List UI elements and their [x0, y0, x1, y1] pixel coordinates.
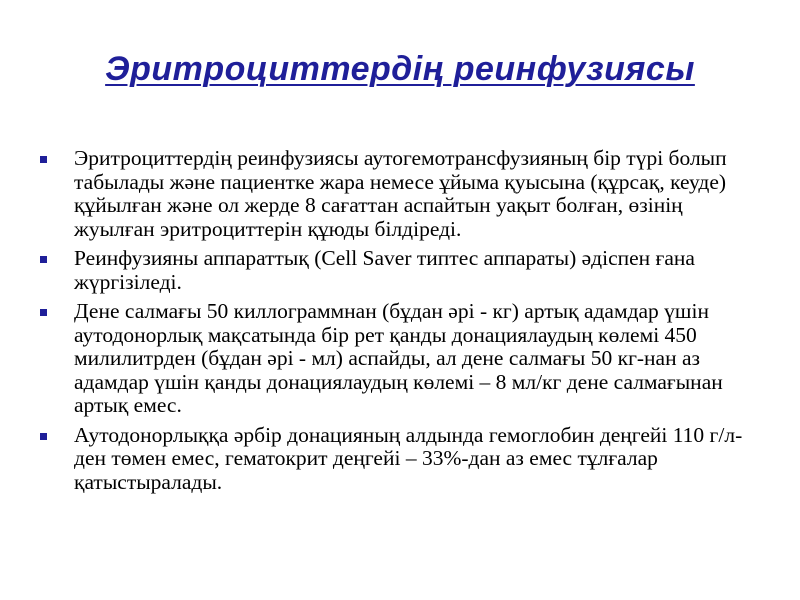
square-bullet-icon — [40, 156, 47, 163]
bullet-text: Эритроциттердің реинфузиясы аутогемотрансфузияның бір түрі болып табылады және пациентке жара немесе ұйыма қуысына (құрсақ, кеуде) құйылған және ол жерде 8 сағаттан аспайтын уақыт болған, өзінің жуылған эритроциттерін құюды білдіреді. — [74, 146, 727, 241]
bullet-item — [32, 147, 762, 241]
bullet-list — [32, 147, 762, 500]
bullet-text: Аутодонорлыққа әрбір донацияның алдында гемоглобин деңгейі 110 г/л-ден төмен емес, гематокрит деңгейі – 33%-дан аз емес тұлғалар қатыстыралады. — [74, 422, 743, 494]
bullet-text: Дене салмағы 50 киллограммнан (бұдан әрі - кг) артық адамдар үшін аутодонорлық мақсатында бір рет қанды донациялаудың көлемі 450 милилитрден (бұдан әрі - мл) аспайды, ал дене салмағы 50 кг-нан аз адамдар үшін қанды донациялаудың көлемі – 8 мл/кг дене салмағынан артық емес. — [74, 299, 723, 417]
square-bullet-icon — [40, 433, 47, 440]
slide-title: Эритроциттердің реинфузиясы — [105, 50, 695, 88]
square-bullet-icon — [40, 309, 47, 316]
bullet-item — [32, 300, 762, 418]
bullet-item — [32, 247, 762, 294]
square-bullet-icon — [40, 256, 47, 263]
bullet-item — [32, 424, 762, 495]
bullet-text: Реинфузияны аппараттық (Cell Saver типтес аппараты) әдіспен ғана жүргізіледі. — [74, 246, 695, 294]
